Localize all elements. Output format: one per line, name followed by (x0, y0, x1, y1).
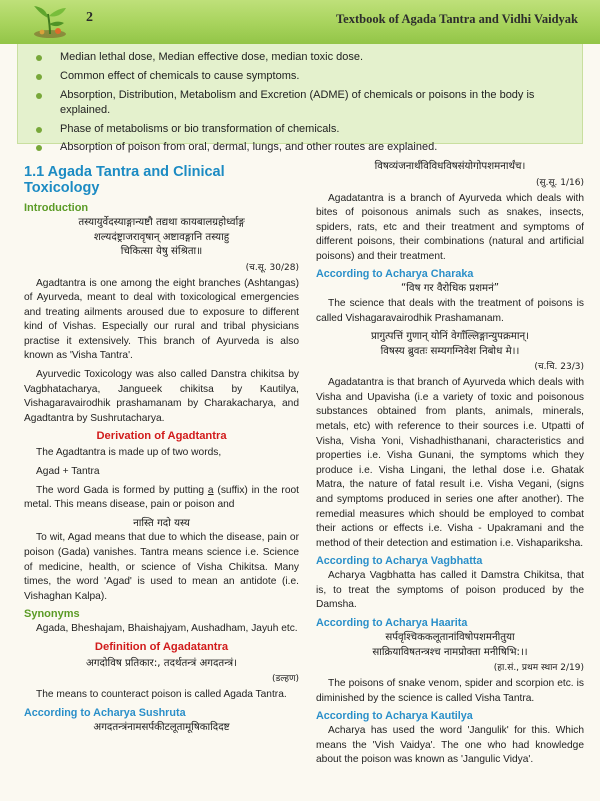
page-header-band (0, 0, 600, 44)
sanskrit-verse-line: साक्रियाविषतन्त्रश्च नामप्रोक्ता मनीषिभि:।। (372, 646, 528, 658)
objective-item (30, 88, 574, 118)
bullet-icon (36, 74, 42, 80)
sanskrit-verse-line: अगदतन्त्रंनामसर्पकीटलूतामूषिकादिदष्ट (93, 721, 230, 733)
text-run: (suffix) in the root metal. This means disease, pain or poison and (24, 484, 299, 511)
text-run: The word Gada is formed by putting (36, 484, 208, 496)
sanskrit-verse-line: “विष गर वैरोधिक प्रशमनं” (400, 283, 500, 295)
verse-citation: (च.सू. 30/28) (245, 262, 299, 273)
definition-heading: Definition of Agadatantra (94, 640, 229, 653)
objective-text: Absorption, Distribution, Metabolism and Excretion (ADME) of chemicals or poisons in the body is explained. (60, 88, 535, 116)
introduction-heading: Introduction (24, 202, 89, 214)
running-title: Textbook of Agada Tantra and Vidhi Vaidyak (335, 12, 578, 26)
sanskrit-verse-line: विषव्यंजनार्थंविविधविषसंयोगोपशमनार्थंच। (374, 161, 526, 172)
paragraph: The Agadtantra is made up of two words, (36, 447, 222, 459)
objective-item (30, 69, 574, 84)
page-number: 2 (86, 10, 93, 25)
charaka-heading: According to Acharya Charaka (316, 268, 474, 281)
paragraph: The science that deals with the treatment of poisons is called Vishagaravairodhik Prashamanam. (316, 297, 584, 324)
paragraph: Agada, Bheshajam, Bhaishajyam, Aushadham, Jayuh etc. (36, 623, 298, 635)
verse-citation: (डल्हण) (271, 674, 299, 685)
bullet-icon (36, 55, 42, 61)
paragraph: To wit, Agad means that due to which the disease, pain or poison (Gada) vanishes. Tantra means science i.e. Science of medicine, health, or science of Visha Chikitsa. Many times, the word 'Agad' is used to mean an antidote (i.e. Vishaghan Kalpa). (24, 532, 299, 602)
sanskrit-verse-line: नास्ति गदो यस्य (133, 517, 190, 529)
paragraph: Agadatantra is a branch of Ayurveda which deals with bites of poisonous animals such as snakes, insects, spiders, rats, etc and their treatment and symptoms of different poisons, their combinations (natural and artificial poisons) and their treatment. (316, 192, 584, 262)
objective-text: Common effect of chemicals to cause symptoms. (60, 69, 300, 82)
synonyms-heading: Synonyms (24, 608, 80, 621)
sanskrit-verse-line: चिकित्सा येषु संश्रिता॥ (120, 246, 203, 257)
underlined-suffix: a (207, 484, 214, 496)
paragraph: The poisons of snake venom, spider and scorpion etc. is diminished by the science is called Visha Tantra. (316, 678, 584, 704)
right-column (316, 156, 584, 772)
objective-text: Absorption of poison from oral, dermal, lungs, and other routes are explained. (60, 141, 438, 154)
sanskrit-verse-line: प्रागुत्पत्तिं गुणान् योनिं वेगाँल्लिङ्गान्युपक्रमान्। (370, 331, 530, 343)
left-column (24, 156, 299, 735)
bullet-icon (36, 145, 42, 151)
paragraph: Acharya has used the word 'Jangulik' for this. Which means the 'Vish Vaidya'. The one who had knowledge about the poison was known as 'Jangulic Vidya'. (316, 725, 584, 766)
paragraph: The means to counteract poison is called Agada Tantra. (36, 689, 287, 701)
kautilya-heading: According to Acharya Kautilya (316, 710, 473, 723)
verse-citation: (सु.सू. 1/16) (536, 177, 584, 188)
sanskrit-verse-line: सर्पवृश्चिककलूतानांविषोपशमनीतुया (385, 632, 515, 644)
objective-item (30, 50, 574, 65)
objective-item (30, 140, 574, 155)
objective-text: Phase of metabolisms or bio transformation of chemicals. (60, 122, 340, 135)
sanskrit-verse-line: तस्यायुर्वेदस्याङ्गान्यष्टौ तद्यथा कायबालग्रहोर्ध्वाङ्ग (78, 217, 245, 228)
verse-citation: (च.चि. 23/3) (534, 362, 584, 373)
sushruta-heading: According to Acharya Sushruta (24, 706, 186, 719)
paragraph: Ayurvedic Toxicology was also called Danstra chikitsa by Vagbhatacharya, Jangueek chikitsa by Kautilya, Vishagaravairodhik prashamanam by Charakacharya, and Agadtantra by Sushrutacharya. (24, 369, 299, 424)
learning-objectives-box (17, 44, 583, 154)
verse-citation: (हा.सं., प्रथम स्थान 2/19) (493, 663, 584, 674)
objective-item (30, 122, 574, 137)
leaf-sprout-icon (28, 4, 72, 40)
sanskrit-verse-line: शल्यदंष्ट्राजरावृषान् अष्टावङ्गानि तस्याहु (93, 231, 230, 243)
bullet-icon (36, 127, 42, 133)
paragraph: Agadatantra is that branch of Ayurveda which deals with Visha and Upavisha (i.e a variety of toxic and poisonous substances obtained from plants, animals, minerals, metals, etc) with reference to their sources i.e. Utpatti of Visha, Visha Yoni, Vishadhisthanani, characteristics and properties i.e. Visha Gunani, the symptoms which they produce i.e. Visha Lingani, the lethal dose i.e. Ghatak Matra, the nature of fatal result i.e. Visha Vegani, (signs and symptoms produced in series one after another). The remedial measures which should be employed to combat their actions or effects i.e. Visha - Upakramani and the method of their detection and estimation i.e. Vishapariksha. (316, 377, 584, 549)
paragraph: Agadtantra is one among the eight branches (Ashtangas) of Ayurveda, meant to deal with toxicological emergencies and treating ailments aroused due to exposure to different kind of Vishas. Especially our rural and tribal physicians practise it extensively. This branch of Ayurveda is also known as 'Visha Tantra'. (24, 277, 299, 362)
sanskrit-verse-line: अगदोविष प्रतिकार:, तदर्थतन्त्रं अगदतन्त्रं। (85, 657, 237, 669)
section-title: 1.1 Agada Tantra and Clinical Toxicology (24, 164, 225, 196)
paragraph: Acharya Vagbhatta has called it Damstra Chikitsa, that is, to treat the symptoms of poison produced by the Damsha. (316, 570, 584, 611)
sanskrit-verse-line: विषस्य ब्रुवतः सम्यगग्निवेश निबोध मे।। (380, 345, 520, 357)
derivation-heading: Derivation of Agadtantra (96, 430, 227, 443)
objective-text: Median lethal dose, Median effective dose, median toxic dose. (60, 51, 364, 63)
formula-line: Agad + Tantra (36, 466, 100, 478)
paragraph (24, 484, 299, 513)
vagbhatta-heading: According to Acharya Vagbhatta (316, 555, 483, 568)
bullet-icon (36, 93, 42, 99)
haarita-heading: According to Acharya Haarita (316, 617, 468, 630)
